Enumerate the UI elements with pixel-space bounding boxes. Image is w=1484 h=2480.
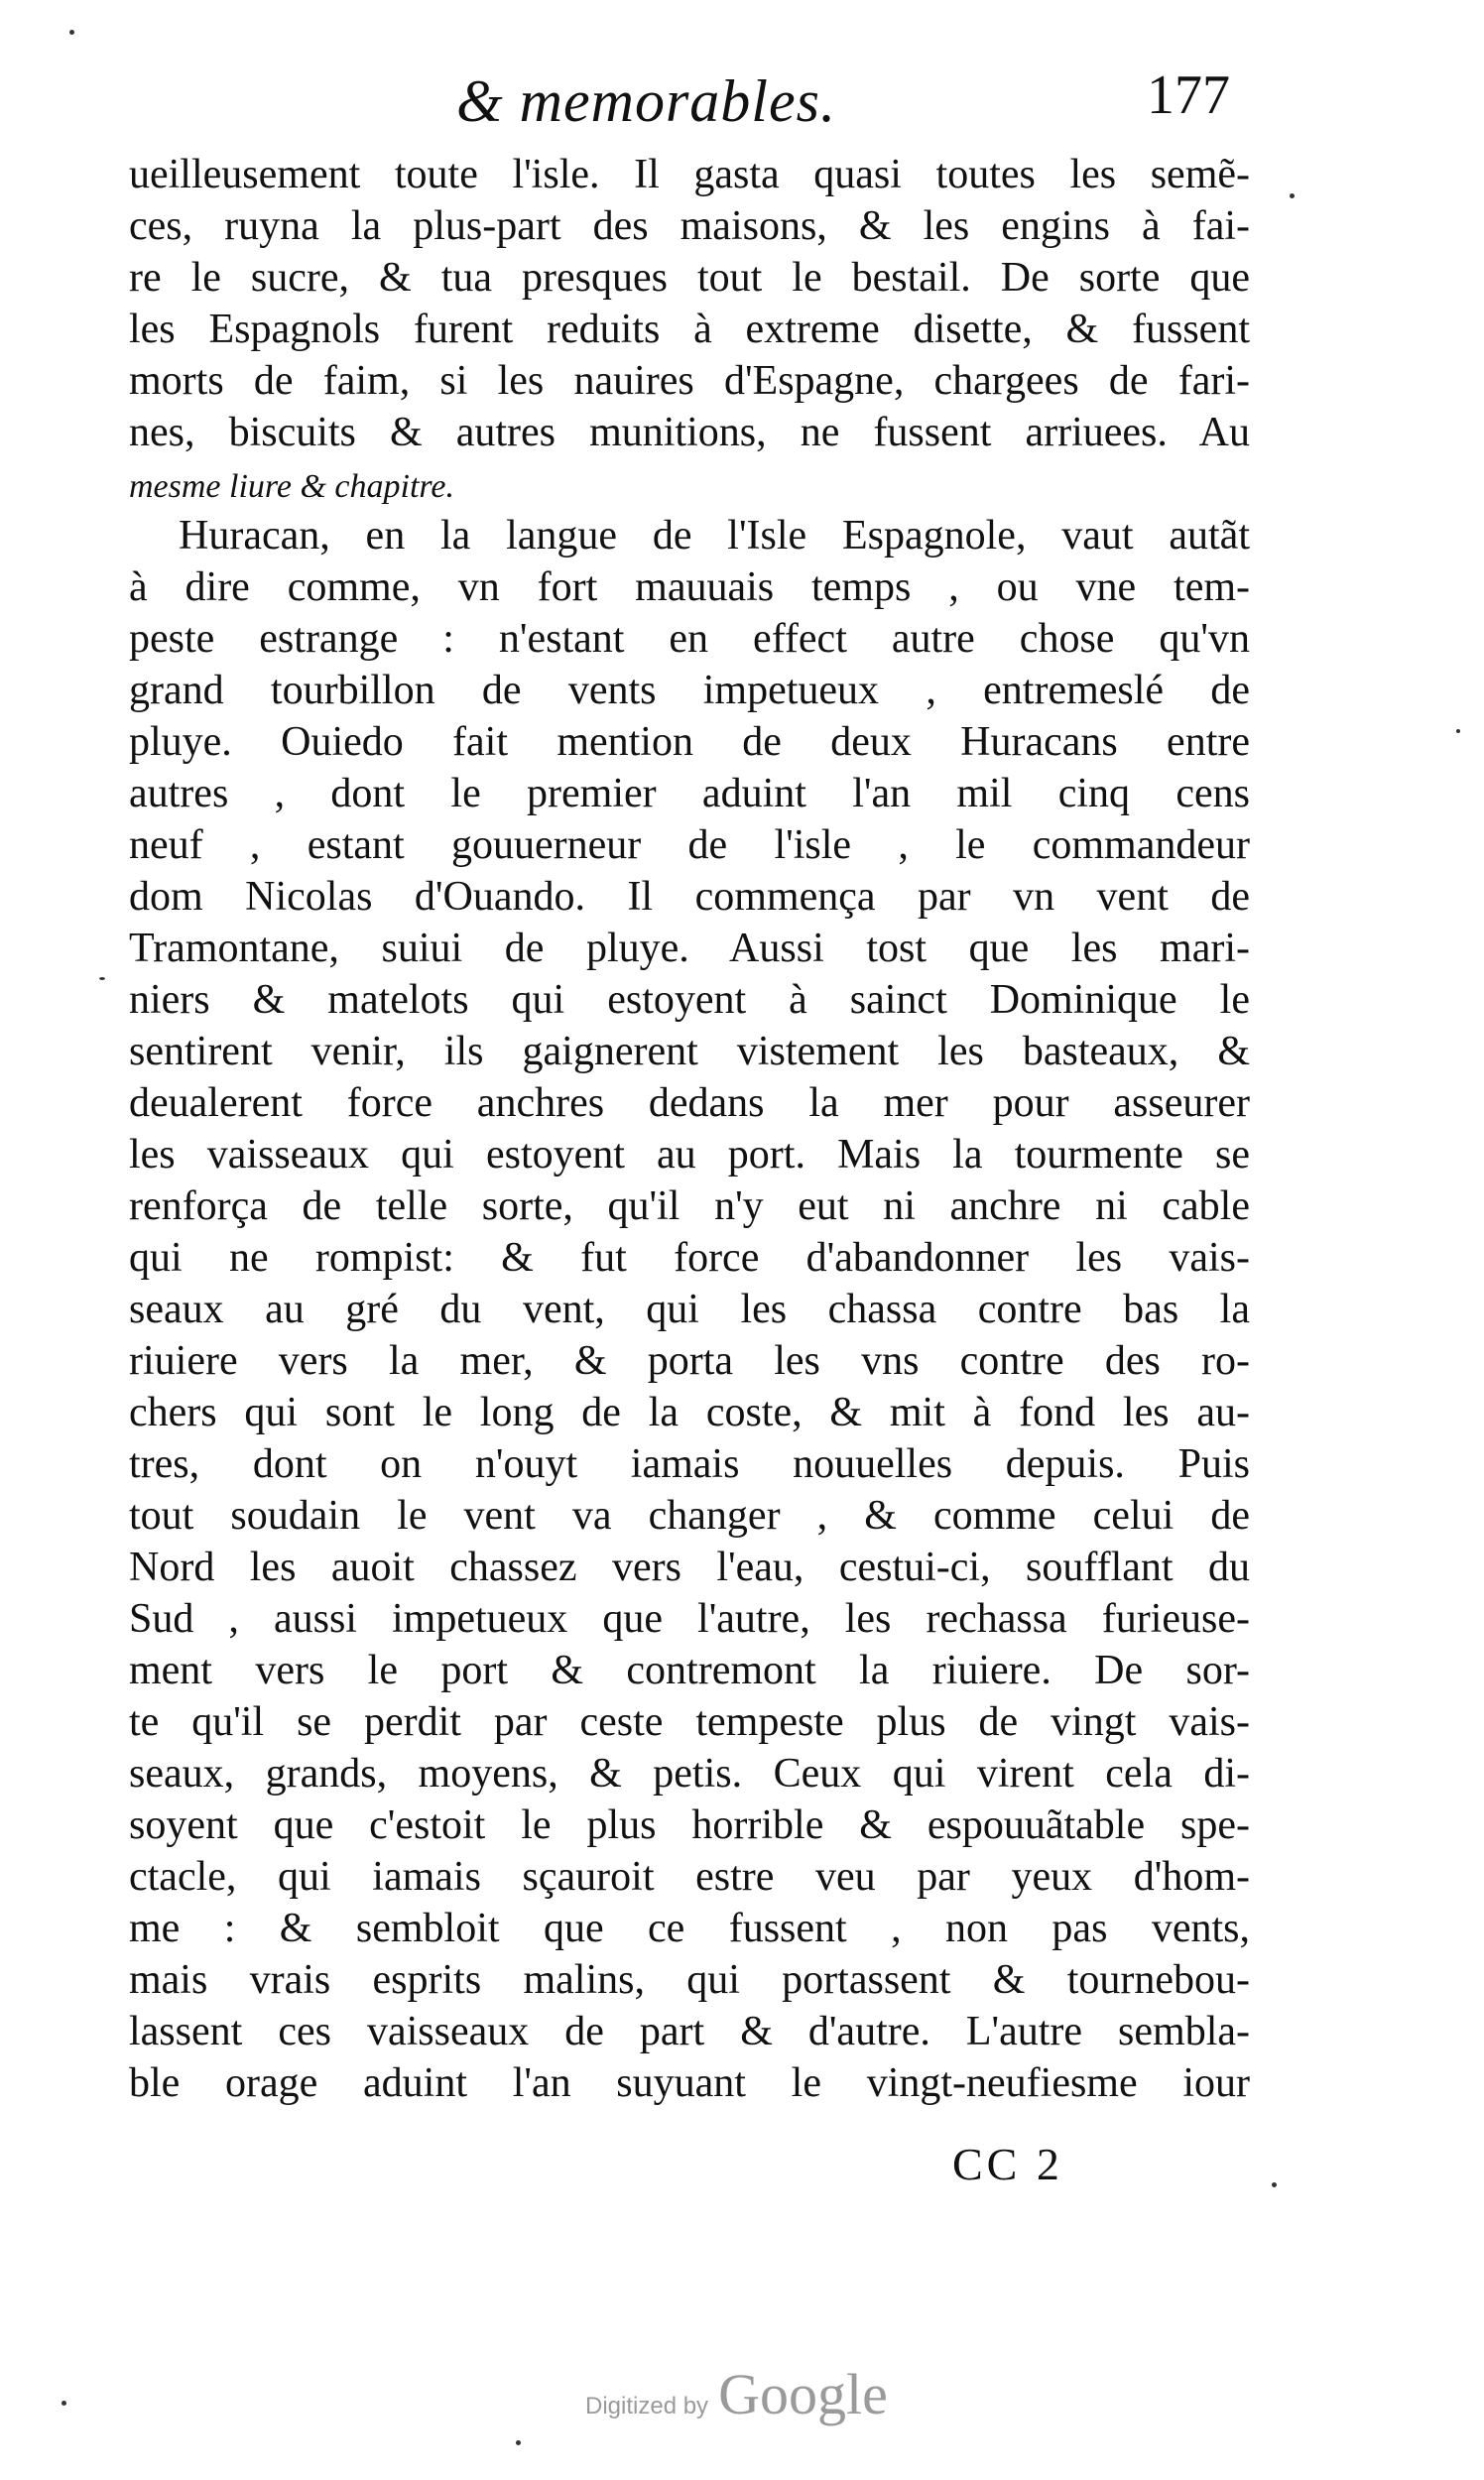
text-line: deualerent force anchres dedans la mer pour asseurer (129, 1080, 1250, 1126)
text-line: qui ne rompist: & fut force d'abandonner les vais- (129, 1235, 1250, 1281)
ink-speck (62, 2401, 66, 2406)
text-line: Sud , aussi impetueux que l'autre, les rechassa furieuse- (129, 1596, 1250, 1642)
text-line: seaux, grands, moyens, & petis. Ceux qui virent cela di- (129, 1751, 1250, 1797)
text-line: chers qui sont le long de la coste, & mit à fond les au- (129, 1390, 1250, 1435)
text-line: neuf , estant gouuerneur de l'isle , le commandeur (129, 822, 1250, 868)
text-line: autres , dont le premier aduint l'an mil cinq cens (129, 771, 1250, 816)
ink-speck (1456, 729, 1460, 733)
ink-speck (1272, 2182, 1277, 2187)
citation-text: mesme liure & chapitre. (129, 468, 454, 505)
text-line: riuiere vers la mer, & porta les vns contre des ro- (129, 1338, 1250, 1384)
paragraph-start-line: Huracan, en la langue de l'Isle Espagnole, vaut autãt (179, 513, 1250, 558)
text-line: Nord les auoit chassez vers l'eau, cestui-ci, soufflant du (129, 1545, 1250, 1590)
ink-speck (1290, 193, 1295, 198)
text-line: grand tourbillon de vents impetueux , entremeslé de (129, 668, 1250, 713)
text-line: les vaisseaux qui estoyent au port. Mais la tourmente se (129, 1132, 1250, 1178)
text-line: tres, dont on n'ouyt iamais nouuelles depuis. Puis (129, 1441, 1250, 1487)
page-header (129, 60, 1240, 149)
text-line: mais vrais esprits malins, qui portassent & tournebou- (129, 1957, 1250, 2003)
text-line: me : & sembloit que ce fussent , non pas vents, (129, 1906, 1250, 1951)
watermark-brand: Google (718, 2362, 888, 2426)
text-line: lassent ces vaisseaux de part & d'autre. L'autre sembla- (129, 2009, 1250, 2054)
page-number: 177 (1147, 64, 1230, 126)
text-line: niers & matelots qui estoyent à sainct Dominique le (129, 977, 1250, 1023)
running-head: & memorables. (456, 68, 836, 134)
text-line: dom Nicolas d'Ouando. Il commença par vn vent de (129, 874, 1250, 920)
text-line: tout soudain le vent va changer , & comme celui de (129, 1493, 1250, 1539)
text-line: renforça de telle sorte, qu'il n'y eut ni anchre ni cable (129, 1183, 1250, 1229)
signature-mark: CC 2 (952, 2139, 1063, 2189)
text-line: ces, ruyna la plus-part des maisons, & les engins à fai- (129, 203, 1250, 249)
text-line: soyent que c'estoit le plus horrible & espouuãtable spe- (129, 1802, 1250, 1848)
body-text (129, 149, 1250, 2109)
text-line: ctacle, qui iamais sçauroit estre veu par yeux d'hom- (129, 1854, 1250, 1900)
watermark-prefix: Digitized by (585, 2393, 709, 2419)
ink-speck (69, 30, 74, 35)
text-line: ueilleusement toute l'isle. Il gasta quasi toutes les semẽ- (129, 152, 1250, 197)
text-line: Tramontane, suiui de pluye. Aussi tost que les mari- (129, 926, 1250, 971)
text-line: ment vers le port & contremont la riuiere. De sor- (129, 1648, 1250, 1693)
text-line: à dire comme, vn fort mauuais temps , ou vne tem- (129, 564, 1250, 610)
text-line: pluye. Ouiedo fait mention de deux Huracans entre (129, 719, 1250, 765)
text-line: ble orage aduint l'an suyuant le vingt-neufiesme iour (129, 2060, 1250, 2106)
digitized-watermark (585, 2361, 888, 2427)
text-line: te qu'il se perdit par ceste tempeste plus de vingt vais- (129, 1699, 1250, 1745)
text-line: nes, biscuits & autres munitions, ne fussent arriuees. Au (129, 410, 1250, 455)
source-citation (129, 458, 1250, 510)
ink-speck (516, 2440, 521, 2445)
text-line: seaux au gré du vent, qui les chassa contre bas la (129, 1287, 1250, 1332)
text-line: les Espagnols furent reduits à extreme disette, & fussent (129, 307, 1250, 352)
text-line: morts de faim, si les nauires d'Espagne, chargees de fari- (129, 358, 1250, 404)
text-line: sentirent venir, ils gaignerent vistement les basteaux, & (129, 1029, 1250, 1074)
ink-speck (99, 977, 105, 980)
text-line: peste estrange : n'estant en effect autre chose qu'vn (129, 616, 1250, 662)
text-line: re le sucre, & tua presques tout le bestail. De sorte que (129, 255, 1250, 301)
